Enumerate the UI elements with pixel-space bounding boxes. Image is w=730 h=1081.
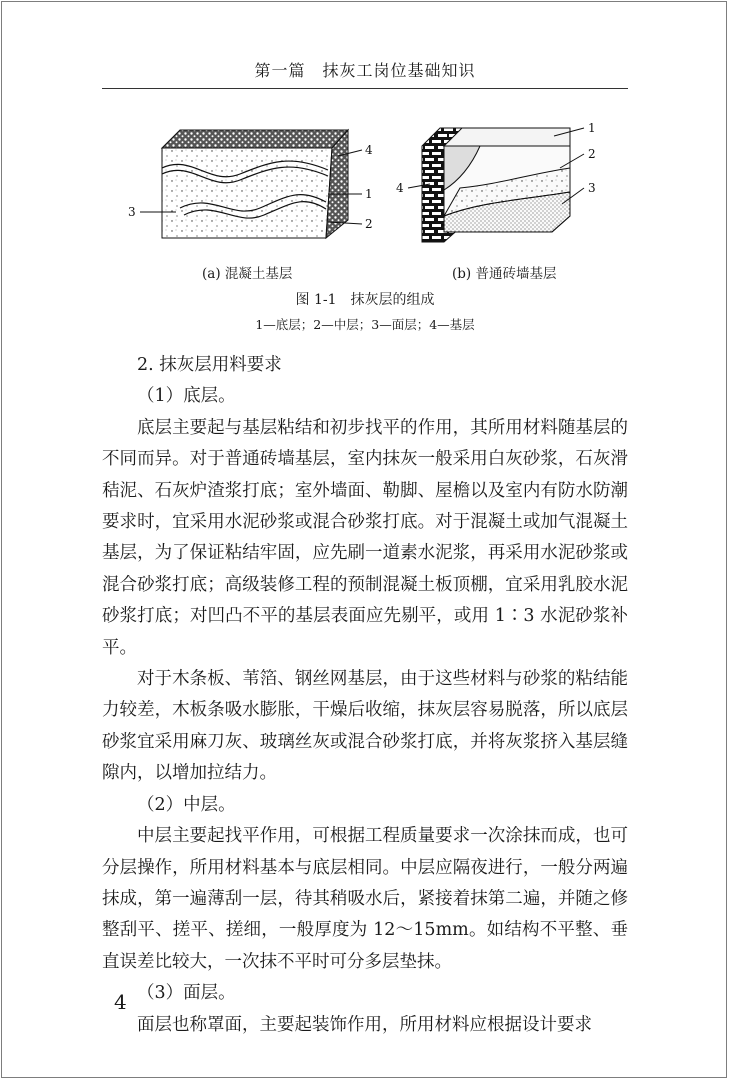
body-text bbox=[102, 350, 628, 1041]
figure-title: 图 1-1 抹灰层的组成 bbox=[295, 292, 435, 308]
header-rule bbox=[102, 88, 628, 89]
callout-b4: 4 bbox=[396, 181, 404, 195]
figure-b-caption: (b) 普通砖墙基层 bbox=[452, 266, 557, 282]
figure-a-caption: (a) 混凝土基层 bbox=[202, 266, 293, 282]
item2-paragraph-1: 中层主要起找平作用，可根据工程质量要求一次涂抹而成，也可分层操作，所用材料基本与底层相同。中层应隔夜进行，一般分两遍抹成，第一遍薄刮一层，待其稍吸水后，紧接着抹第二遍，并随之修整刮平、搓平、搓细，一般厚度为 12～15mm。如结构不平整、垂直误差比较大，一次抹不平时可分多层垫抹。 bbox=[102, 826, 628, 972]
item1-paragraph-1: 底层主要起与基层粘结和初步找平的作用，其所用材料随基层的不同而异。对于普通砖墙基层，室内抹灰一般采用白灰砂浆，石灰滑秸泥、石灰炉渣浆打底；室外墙面、勒脚、屋檐以及室内有防水防潮要求时，宜采用水泥砂浆或混合砂浆打底。对于混凝土或加气混凝土基层，为了保证粘结牢固，应先刷一道素水泥浆，再采用水泥砂浆或混合砂浆打底；高级装修工程的预制混凝土板顶棚，宜采用乳胶水泥砂浆打底；对凹凸不平的基层表面应先剔平，或用 1∶3 水泥砂浆补平。 bbox=[102, 417, 628, 658]
item2-heading: （2）中层。 bbox=[137, 794, 236, 815]
callout-b2: 2 bbox=[588, 147, 596, 161]
section-heading: 2. 抹灰层用料要求 bbox=[137, 355, 282, 375]
item1-paragraph-2: 对于木条板、苇箔、钢丝网基层，由于这些材料与砂浆的粘结能力较差，木板条吸水膨胀，干燥后收缩，抹灰层容易脱落，所以底层砂浆宜采用麻刀灰、玻璃丝灰或混合砂浆打底，并将灰浆挤入基层缝隙内，以增加拉结力。 bbox=[102, 669, 628, 784]
item3-paragraph-1: 面层也称罩面，主要起装饰作用，所用材料应根据设计要求 bbox=[137, 1014, 592, 1035]
callout-a3: 3 bbox=[128, 205, 136, 219]
figure-b-brick bbox=[396, 121, 596, 242]
callout-b3: 3 bbox=[588, 181, 596, 195]
plaster-top-face bbox=[444, 128, 570, 146]
concrete-top-edge bbox=[162, 130, 348, 148]
layer-composition-figure bbox=[100, 108, 630, 288]
callout-b1: 1 bbox=[588, 121, 596, 135]
callout-a4: 4 bbox=[365, 143, 373, 157]
callout-a1: 1 bbox=[365, 187, 373, 201]
item1-heading: （1）底层。 bbox=[137, 386, 236, 407]
plaster-front-face bbox=[162, 148, 332, 238]
running-title: 第一篇 抹灰工岗位基础知识 bbox=[254, 61, 476, 80]
figure-a-concrete bbox=[128, 130, 373, 238]
page-number: 4 bbox=[114, 990, 127, 1014]
item3-heading: （3）面层。 bbox=[137, 983, 236, 1004]
figure-legend: 1—底层；2—中层；3—面层；4—基层 bbox=[255, 317, 475, 332]
callout-a2: 2 bbox=[365, 217, 373, 231]
